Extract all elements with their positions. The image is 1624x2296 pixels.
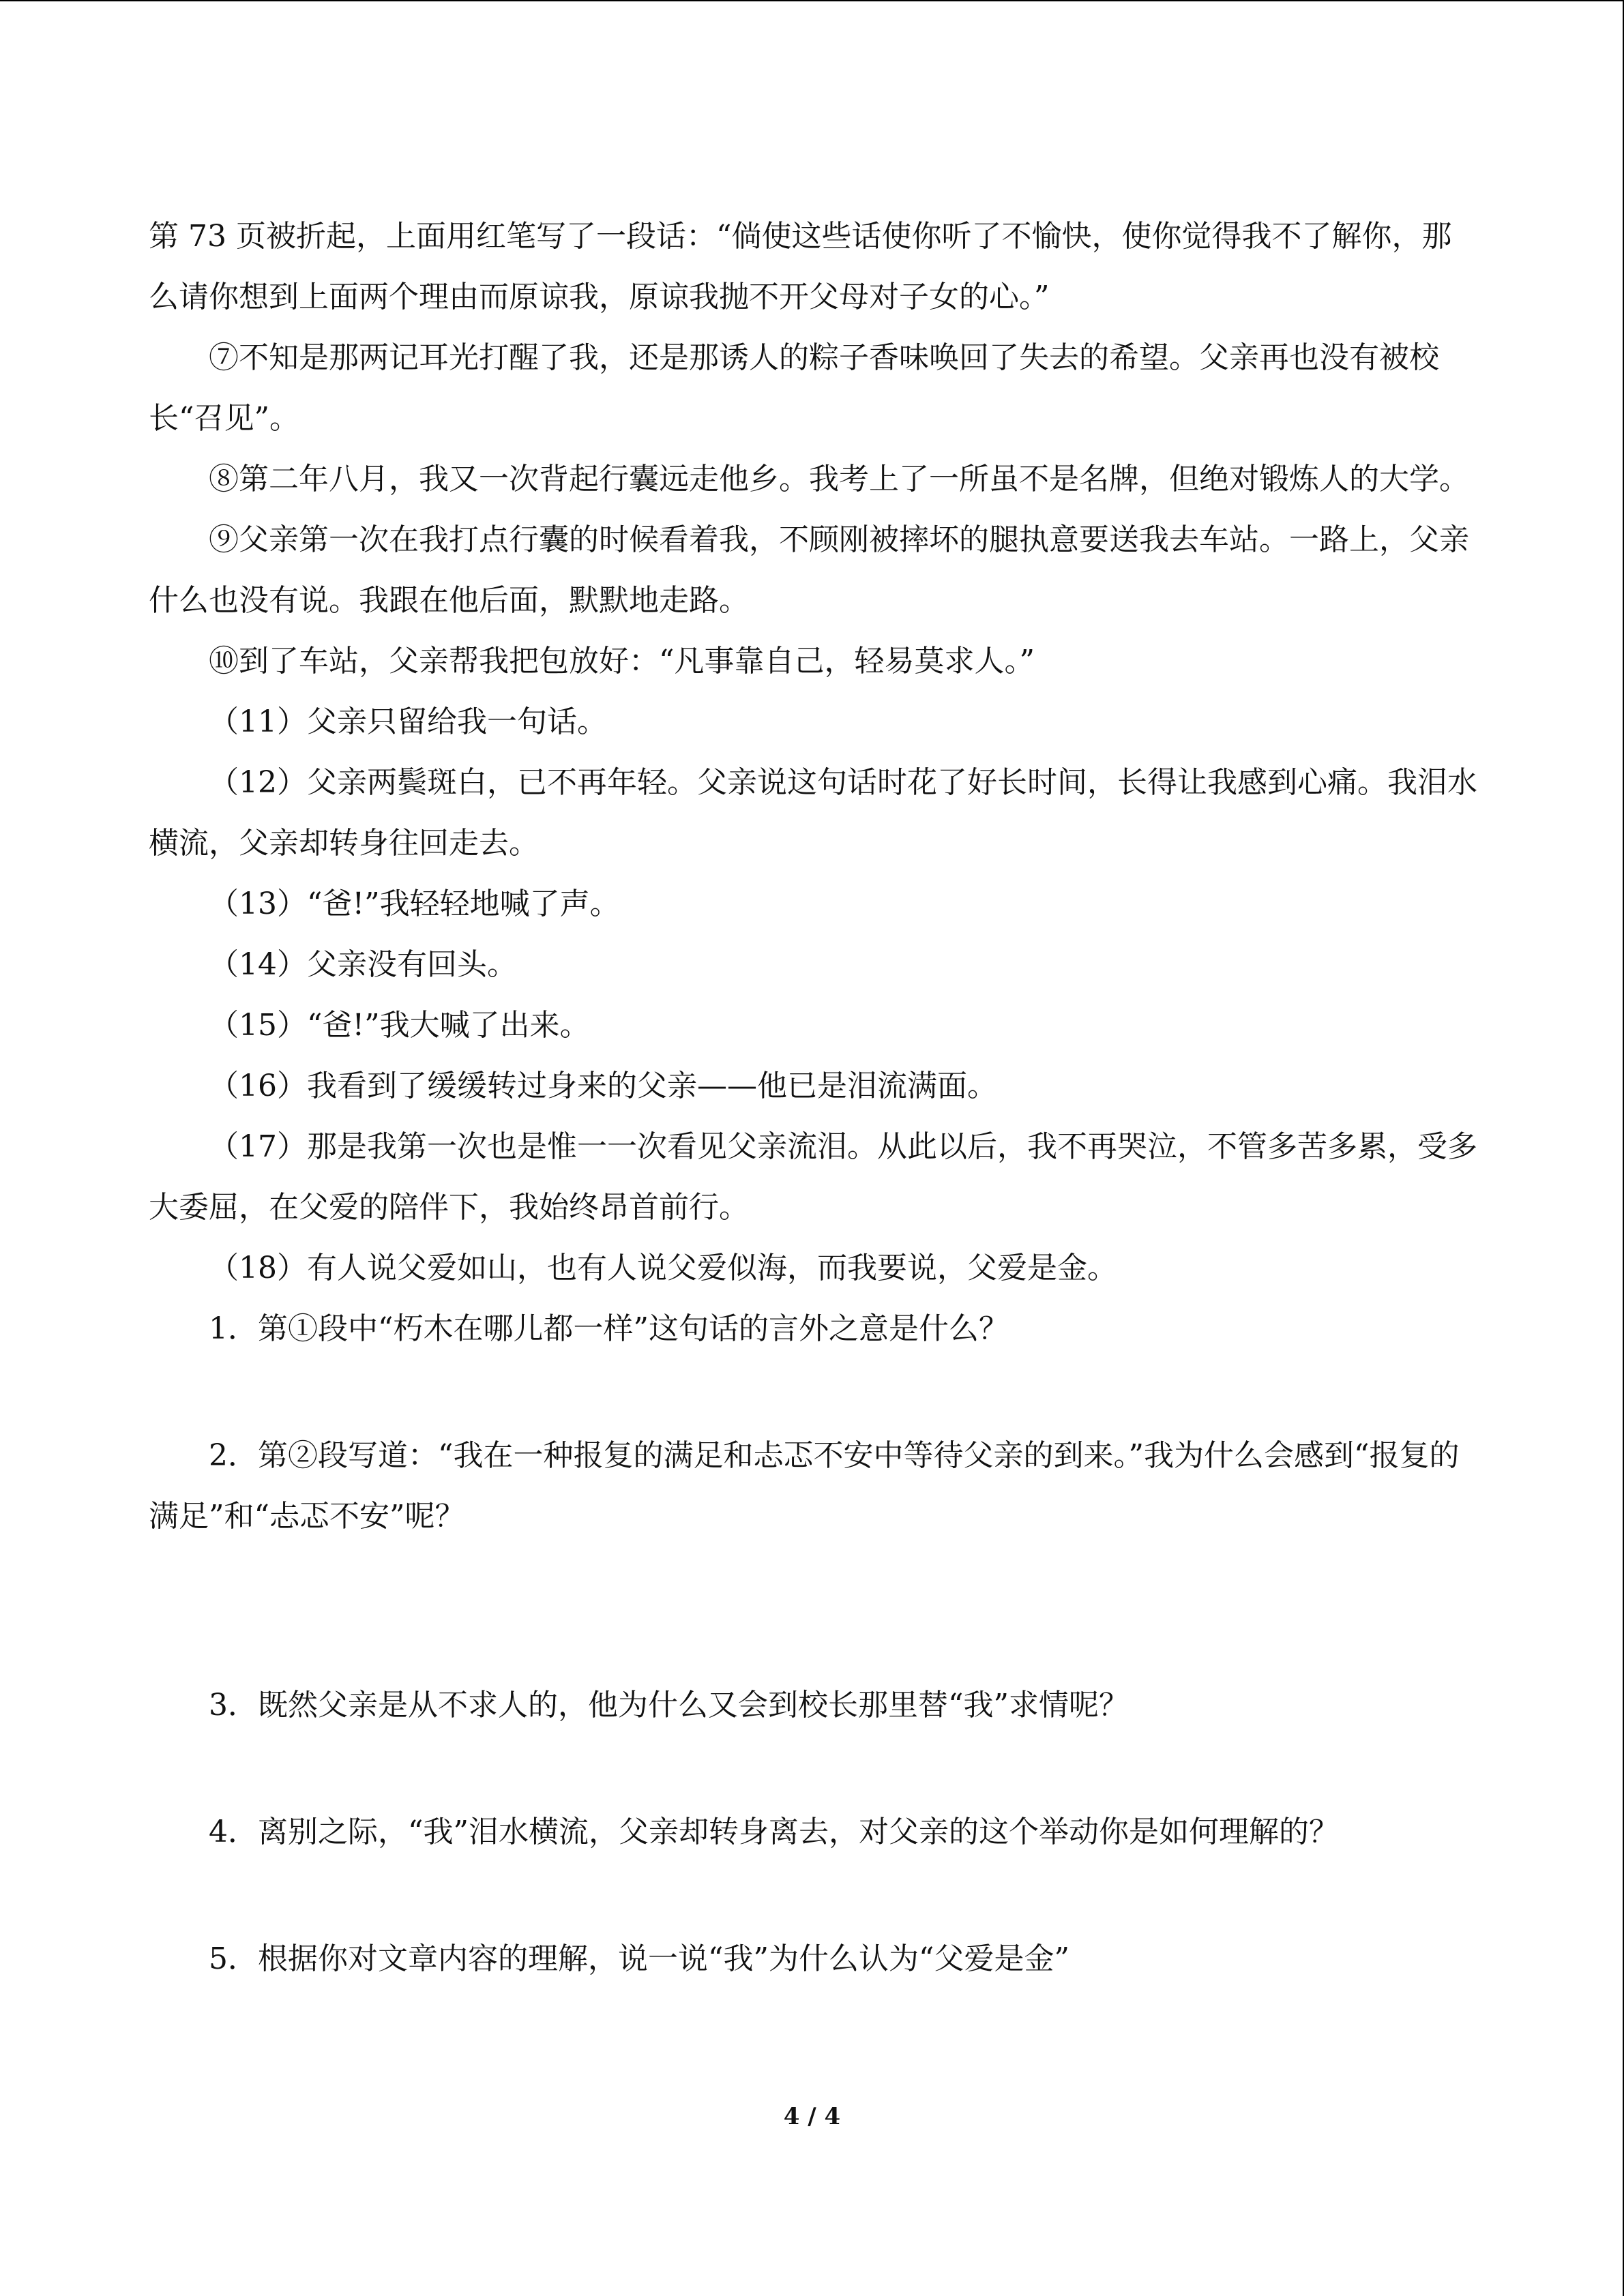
question-2: 2．第②段写道：“我在一种报复的满足和忐忑不安中等待父亲的到来。”我为什么会感到“报复的满足”和“忐忑不安”呢？ bbox=[149, 1438, 1460, 1534]
paragraph-7: ⑦不知是那两记耳光打醒了我，还是那诱人的粽子香味唤回了失去的希望。父亲再也没有被校长“召见”。 bbox=[149, 340, 1439, 436]
article-body bbox=[149, 206, 1479, 1989]
paragraph-11: （11）父亲只留给我一句话。 bbox=[209, 704, 607, 739]
question-1: 1．第①段中“朽木在哪儿都一样”这句话的言外之意是什么？ bbox=[209, 1311, 1009, 1346]
paragraph-8: ⑧第二年八月，我又一次背起行囊远走他乡。我考上了一所虽不是名牌，但绝对锻炼人的大学。 bbox=[209, 462, 1469, 496]
page-number: 4 / 4 bbox=[783, 2103, 841, 2130]
paragraph-15: （15）“爸!”我大喊了出来。 bbox=[209, 1008, 590, 1043]
question-4: 4．离别之际，“我”泪水横流，父亲却转身离去，对父亲的这个举动你是如何理解的？ bbox=[209, 1815, 1339, 1849]
paragraph-17: （17）那是我第一次也是惟一一次看见父亲流泪。从此以后，我不再哭泣，不管多苦多累，受多大委屈，在父爱的陪伴下，我始终昂首前行。 bbox=[149, 1129, 1477, 1225]
paragraph-14: （14）父亲没有回头。 bbox=[209, 947, 517, 982]
paragraph-13: （13）“爸!”我轻轻地喊了声。 bbox=[209, 886, 620, 921]
paragraph-18: （18）有人说父爱如山，也有人说父爱似海，而我要说，父爱是金。 bbox=[209, 1251, 1117, 1285]
paragraph-10: ⑩到了车站，父亲帮我把包放好：“凡事靠自己，轻易莫求人。” bbox=[209, 644, 1035, 679]
paragraph-6-continued: 第 73 页被折起，上面用红笔写了一段话：“倘使这些话使你听了不愉快，使你觉得我不了解你，那么请你想到上面两个理由而原谅我，原谅我抛不开父母对子女的心。” bbox=[149, 219, 1452, 314]
paragraph-12: （12）父亲两鬓斑白，已不再年轻。父亲说这句话时花了好长时间，长得让我感到心痛。我泪水横流，父亲却转身往回走去。 bbox=[149, 765, 1477, 861]
paragraph-16: （16）我看到了缓缓转过身来的父亲——他已是泪流满面。 bbox=[209, 1069, 997, 1103]
paragraph-9: ⑨父亲第一次在我打点行囊的时候看着我，不顾刚被摔坏的腿执意要送我去车站。一路上，父亲什么也没有说。我跟在他后面，默默地走路。 bbox=[149, 522, 1469, 618]
question-3: 3．既然父亲是从不求人的，他为什么又会到校长那里替“我”求情呢？ bbox=[209, 1688, 1129, 1723]
question-5: 5．根据你对文章内容的理解，说一说“我”为什么认为“父爱是金” bbox=[209, 1941, 1069, 1976]
